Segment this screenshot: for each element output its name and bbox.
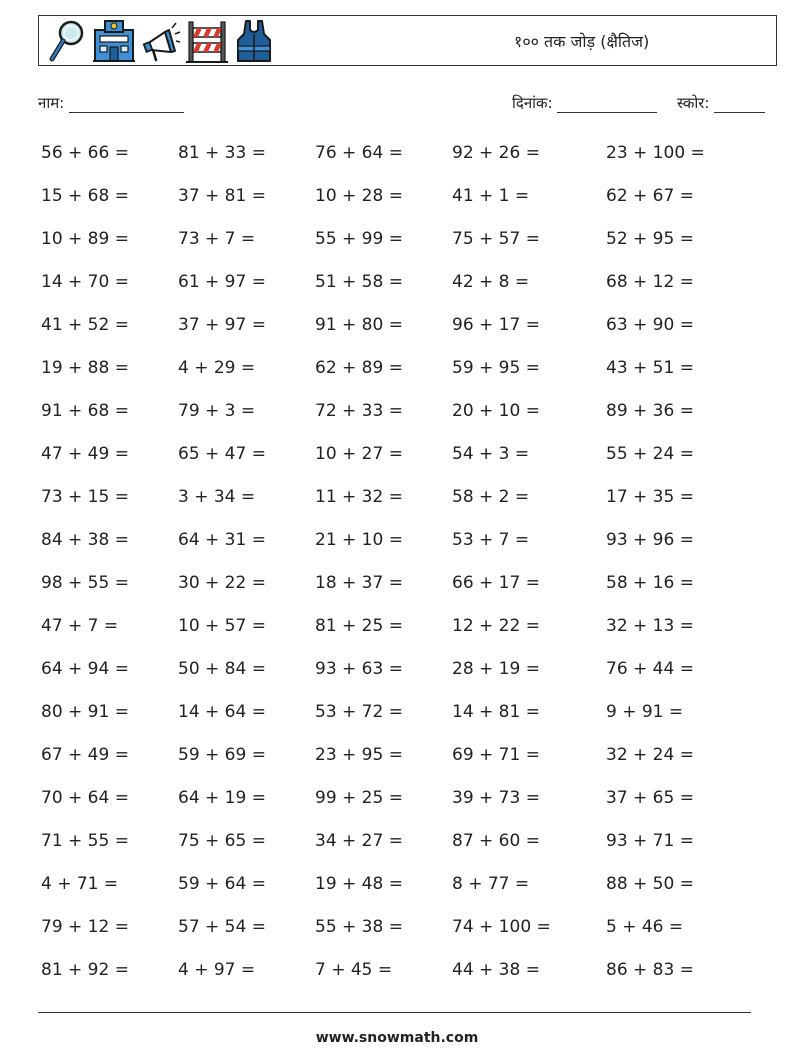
problem-cell: 55 + 99 = [315,229,403,249]
footer-url: www.snowmath.com [315,1030,479,1046]
problem-cell: 10 + 89 = [41,229,129,249]
problem-cell: 88 + 50 = [606,874,694,894]
problem-cell: 21 + 10 = [315,530,403,550]
score-field[interactable] [677,93,765,113]
problem-cell: 39 + 73 = [452,788,540,808]
problem-cell: 73 + 7 = [178,229,256,249]
problem-cell: 10 + 27 = [315,444,403,464]
date-field[interactable] [512,93,657,113]
problem-cell: 55 + 24 = [606,444,694,464]
name-field[interactable] [38,93,184,113]
problem-cell: 55 + 38 = [315,917,403,937]
problem-cell: 57 + 54 = [178,917,266,937]
problem-cell: 92 + 26 = [452,143,540,163]
problem-cell: 8 + 77 = [452,874,530,894]
score-label: स्कोर: [677,94,710,112]
police-vest-icon [233,18,275,64]
name-label: नाम: [38,94,65,112]
problem-cell: 91 + 68 = [41,401,129,421]
problem-cell: 66 + 17 = [452,573,540,593]
problem-cell: 3 + 34 = [178,487,256,507]
problem-cell: 59 + 64 = [178,874,266,894]
problem-cell: 64 + 19 = [178,788,266,808]
problem-cell: 50 + 84 = [178,659,266,679]
problem-cell: 37 + 65 = [606,788,694,808]
problem-cell: 32 + 13 = [606,616,694,636]
problem-cell: 53 + 72 = [315,702,403,722]
problem-cell: 18 + 37 = [315,573,403,593]
problem-cell: 81 + 92 = [41,960,129,980]
magnifying-glass-icon [47,18,87,64]
problem-cell: 65 + 47 = [178,444,266,464]
date-blank[interactable] [557,96,657,113]
problem-cell: 34 + 27 = [315,831,403,851]
problem-cell: 69 + 71 = [452,745,540,765]
problem-cell: 12 + 22 = [452,616,540,636]
problem-cell: 23 + 95 = [315,745,403,765]
problem-cell: 61 + 97 = [178,272,266,292]
problem-cell: 72 + 33 = [315,401,403,421]
worksheet-header [38,15,777,66]
barrier-icon [185,18,229,64]
problem-cell: 30 + 22 = [178,573,266,593]
problem-cell: 10 + 28 = [315,186,403,206]
problem-cell: 75 + 57 = [452,229,540,249]
problem-cell: 7 + 45 = [315,960,393,980]
problem-cell: 4 + 71 = [41,874,119,894]
problem-cell: 11 + 32 = [315,487,403,507]
problem-cell: 37 + 81 = [178,186,266,206]
header-icons [47,18,275,64]
problem-cell: 79 + 12 = [41,917,129,937]
problem-cell: 58 + 2 = [452,487,530,507]
problem-cell: 37 + 97 = [178,315,266,335]
problem-cell: 17 + 35 = [606,487,694,507]
problem-cell: 62 + 89 = [315,358,403,378]
problem-cell: 68 + 12 = [606,272,694,292]
problem-cell: 4 + 97 = [178,960,256,980]
problem-cell: 41 + 52 = [41,315,129,335]
problem-cell: 23 + 100 = [606,143,705,163]
police-station-icon [91,18,137,64]
problem-cell: 47 + 49 = [41,444,129,464]
problem-cell: 99 + 25 = [315,788,403,808]
problem-cell: 54 + 3 = [452,444,530,464]
problem-cell: 41 + 1 = [452,186,530,206]
problem-cell: 81 + 33 = [178,143,266,163]
problem-cell: 32 + 24 = [606,745,694,765]
problem-cell: 14 + 81 = [452,702,540,722]
problem-cell: 86 + 83 = [606,960,694,980]
problem-cell: 96 + 17 = [452,315,540,335]
problem-cell: 59 + 95 = [452,358,540,378]
problem-cell: 80 + 91 = [41,702,129,722]
problem-cell: 70 + 64 = [41,788,129,808]
problem-cell: 19 + 48 = [315,874,403,894]
problem-cell: 9 + 91 = [606,702,684,722]
problem-cell: 75 + 65 = [178,831,266,851]
problem-cell: 56 + 66 = [41,143,129,163]
problem-cell: 91 + 80 = [315,315,403,335]
problem-cell: 20 + 10 = [452,401,540,421]
problem-cell: 98 + 55 = [41,573,129,593]
problem-cell: 87 + 60 = [452,831,540,851]
problem-cell: 19 + 88 = [41,358,129,378]
problem-cell: 62 + 67 = [606,186,694,206]
problem-cell: 73 + 15 = [41,487,129,507]
problem-cell: 14 + 70 = [41,272,129,292]
problem-cell: 93 + 71 = [606,831,694,851]
score-blank[interactable] [714,96,765,113]
date-label: दिनांक: [512,94,553,112]
problem-cell: 42 + 8 = [452,272,530,292]
problem-cell: 52 + 95 = [606,229,694,249]
worksheet-title: १०० तक जोड़ (क्षैतिज) [514,32,650,51]
problem-cell: 51 + 58 = [315,272,403,292]
problem-cell: 47 + 7 = [41,616,119,636]
problem-cell: 63 + 90 = [606,315,694,335]
problem-cell: 44 + 38 = [452,960,540,980]
problem-cell: 64 + 94 = [41,659,129,679]
problem-cell: 76 + 44 = [606,659,694,679]
problem-cell: 74 + 100 = [452,917,551,937]
footer-divider [38,1012,751,1013]
problem-cell: 67 + 49 = [41,745,129,765]
megaphone-icon [141,18,181,64]
problem-cell: 93 + 96 = [606,530,694,550]
problem-cell: 93 + 63 = [315,659,403,679]
problem-cell: 28 + 19 = [452,659,540,679]
problem-cell: 5 + 46 = [606,917,684,937]
problem-cell: 79 + 3 = [178,401,256,421]
problem-cell: 64 + 31 = [178,530,266,550]
problem-cell: 84 + 38 = [41,530,129,550]
problem-cell: 14 + 64 = [178,702,266,722]
problem-cell: 10 + 57 = [178,616,266,636]
problem-cell: 59 + 69 = [178,745,266,765]
problem-cell: 43 + 51 = [606,358,694,378]
problem-cell: 15 + 68 = [41,186,129,206]
problem-cell: 76 + 64 = [315,143,403,163]
problem-cell: 4 + 29 = [178,358,256,378]
problem-cell: 89 + 36 = [606,401,694,421]
name-blank[interactable] [69,96,184,113]
problem-cell: 58 + 16 = [606,573,694,593]
problem-cell: 53 + 7 = [452,530,530,550]
problem-cell: 71 + 55 = [41,831,129,851]
problem-cell: 81 + 25 = [315,616,403,636]
